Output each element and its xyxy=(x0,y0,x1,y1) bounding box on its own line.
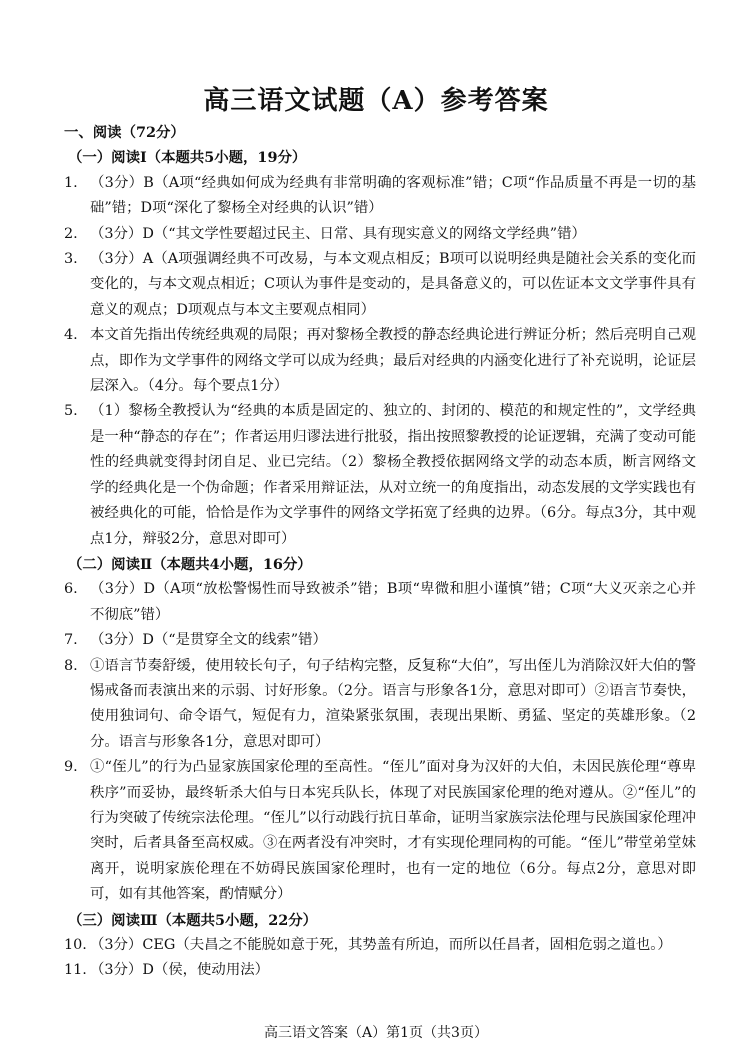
item-number: 7. xyxy=(64,632,78,649)
item-number: 5. xyxy=(64,403,78,420)
page-title: 高三语文试题（A）参考答案 xyxy=(203,86,549,116)
item-number: 6. xyxy=(64,581,78,598)
item-text: 本文首先指出传统经典观的局限；再对黎杨全教授的静态经典论进行辨证分析；然后亮明自己观点，即作为文学事件的网络文学可以成为经典；最后对经典的内涵变化进行了补充说明，论证层层深入。（4分。每个要点1分） xyxy=(90,327,696,395)
answer-item-5 xyxy=(64,399,696,551)
item-text: （3分）B（A项“经典如何成为经典有非常明确的客观标准”错；C项“作品质量不再是一切的基础”错；D项“深化了黎杨全对经典的认识”错） xyxy=(90,174,696,217)
item-number: 4. xyxy=(64,327,78,344)
item-number: 11. xyxy=(64,962,87,979)
item-number: 9. xyxy=(64,759,78,776)
page-footer: 高三语文答案（A）第1页（共3页） xyxy=(264,1025,488,1041)
answer-item-4 xyxy=(64,323,696,399)
item-text: （3分）D（侯，使动用法） xyxy=(90,962,269,979)
item-text: （1）黎杨全教授认为“经典的本质是固定的、独立的、封闭的、模范的和规定性的”，文学经典是一种“静态的存在”；作者运用归谬法进行批驳，指出按照黎教授的论证逻辑，充满了变动可能性的经典就变得封闭自足、业已完结。（2）黎杨全教授依据网络文学的动态本质，断言网络文学的经典化是一个伪命题；作者采用辩证法，从对立统一的角度指出，动态发展的文学实践也有被经典化的可能，恰恰是作为文学事件的网络文学拓宽了经典的边界。（6分。每点3分，其中观点1分，辩驳2分，意思对即可） xyxy=(90,403,696,547)
item-text: （3分）CEG（夫昌之不能脱如意于死，其势盖有所迫，而所以任昌者，固相危弱之道也。） xyxy=(90,937,672,953)
item-number: 8. xyxy=(64,657,78,674)
answer-content xyxy=(64,120,696,984)
answer-item-7 xyxy=(64,628,696,653)
item-text: （3分）D（“是贯穿全文的线索”错） xyxy=(90,632,327,649)
answer-item-8 xyxy=(64,654,696,756)
subsection-heading-reading-2: （二）阅读Ⅱ（本题共4小题，16分） xyxy=(68,555,312,573)
answer-item-3 xyxy=(64,247,696,323)
section-heading-reading: 一、阅读（72分） xyxy=(64,124,185,141)
item-text: ①语言节奏舒缓，使用较长句子，句子结构完整，反复称“大伯”，写出侄儿为消除汉奸大伯的警惕戒备而表演出来的示弱、讨好形象。（2分。语言与形象各1分，意思对即可）②语言节奏快，使用独词句、命令语气，短促有力，渲染紧张氛围，表现出果断、勇猛、坚定的英雄形象。（2分。语言与形象各1分，意思对即可） xyxy=(90,657,696,750)
answer-item-10 xyxy=(64,933,696,958)
item-number: 2. xyxy=(64,225,78,242)
item-text: ①“侄儿”的行为凸显家族国家伦理的至高性。“侄儿”面对身为汉奸的大伯，未因民族伦理“尊卑秩序”而妥协，最终斩杀大伯与日本宪兵队长，体现了对民族国家伦理的绝对遵从。②“侄儿”的行为突破了传统宗法伦理。“侄儿”以行动践行抗日革命，证明当家族宗法伦理与民族国家伦理冲突时，后者具备至高权威。③在两者没有冲突时，才有实现伦理同构的可能。“侄儿”带堂弟堂妹离开，说明家族伦理在不妨碍民族国家伦理时，也有一定的地位（6分。每点2分，意思对即可，如有其他答案，酌情赋分） xyxy=(90,759,696,903)
item-text: （3分）D（A项“放松警惕性而导致被杀”错；B项“卑微和胆小谨慎”错；C项“大义灭亲之心并不彻底”错） xyxy=(90,581,696,623)
item-number: 3. xyxy=(64,251,78,268)
item-text: （3分）A（A项强调经典不可改易，与本文观点相反；B项可以说明经典是随社会关系的变化而变化的，与本文观点相近；C项认为事件是变动的，是具备意义的，可以佐证本文文学事件具有意义的观点；D项观点与本文主要观点相同） xyxy=(90,251,696,318)
subsection-heading-reading-3: （三）阅读Ⅲ（本题共5小题，22分） xyxy=(68,911,318,929)
item-number: 10. xyxy=(64,937,87,953)
item-text: （3分）D（“其文学性要超过民主、日常、具有现实意义的网络文学经典”错） xyxy=(90,225,586,242)
item-number: 1. xyxy=(64,174,78,191)
answer-item-1 xyxy=(64,171,696,222)
answer-item-2 xyxy=(64,222,696,247)
answer-item-9 xyxy=(64,755,696,907)
answer-item-11 xyxy=(64,958,696,983)
answer-item-6 xyxy=(64,577,696,628)
subsection-heading-reading-1: （一）阅读Ⅰ（本题共5小题，19分） xyxy=(68,149,307,167)
